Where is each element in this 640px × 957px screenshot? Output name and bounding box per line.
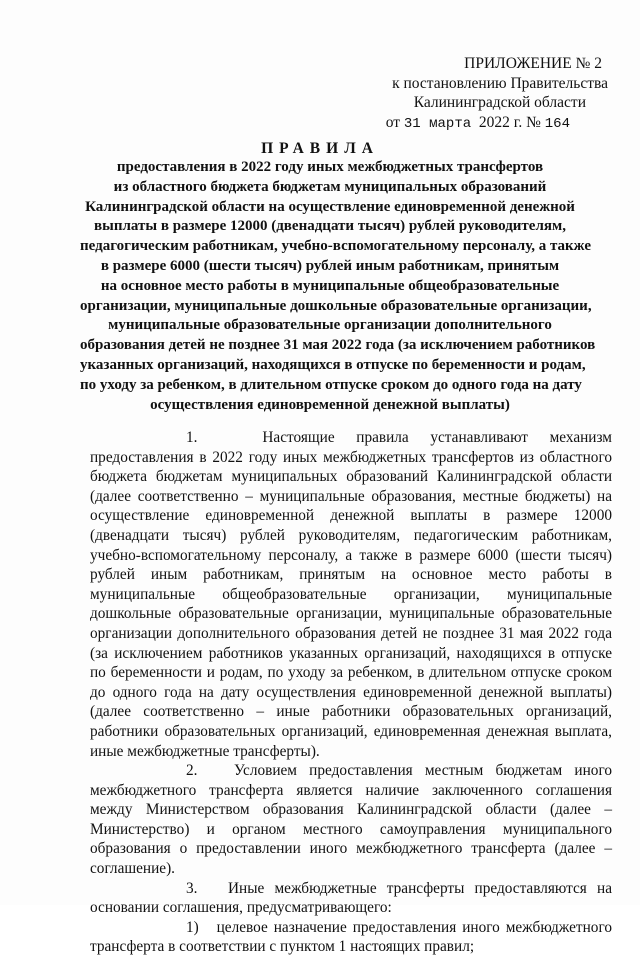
date-year: 2022 г. № [478,113,541,131]
document-subtitle [80,158,596,415]
subtitle-line: организации, муниципальные дошкольные образовательные организации, [80,297,592,314]
subtitle-line: Калининградской области на осуществление единовременной денежной [85,198,575,215]
paragraph-number: 3. [186,879,198,897]
paragraph [90,761,612,879]
paragraph-text: Настоящие правила устанавливают механизм предоставления в 2022 году иных межбюджетных трансфертов из областного бюджета бюджетам муниципальных образований Калининградской области (далее соответственно – муниципальные образования, местные бюджеты) на осуществление единовременной денежной выплаты в размере 12000 (двенадцати тысяч) рублей руководителям, педагогическим работникам, учебно-вспомогательному персоналу, а также в размере 6000 (шести тысяч) рублей иным работникам, принятым на основное место работы в муниципальные общеобразовательные организации, муниципальные дошкольные образовательные организации, муниципальные образовательные организации дополнительного образования детей не позднее 31 мая 2022 года (за исключением работников указанных организаций, находящихся в отпуске по беременности и родам, по уходу за ребенком, в длительном отпуске сроком до одного года на дату осуществления единовременной денежной выплаты) (далее соответственно – иные работники образовательных организаций, работники образовательных организаций, единовременная денежная выплата, иные межбюджетные трансферты). [90,429,612,760]
resolution-number: 164 [544,115,570,132]
appendix-header [360,54,620,134]
appendix-resolution: к постановлению Правительства [392,74,608,92]
document-body [90,428,612,957]
subtitle-line: в размере 6000 (шести тысяч) рублей иным работникам, принятым [100,257,560,274]
paragraph-number: 1. [186,429,198,446]
paragraph-number: 1) [186,918,199,936]
paragraph-text: Условием предоставления местным бюджетам иного межбюджетного трансферта является наличие заключенного соглашения между Министерством образования Калининградской области (далее – Министерство) и органом местного самоуправления муниципального образования о предоставлении иного межбюджетного трансферта (далее – соглашение). [90,762,612,878]
paragraph-number: 2. [186,762,198,780]
subtitle-line: из областного бюджета бюджетам муниципальных образований [113,178,547,195]
subtitle-line: образования детей не позднее 31 мая 2022 года (за исключением работников [80,337,596,354]
subtitle-line: муниципальные образовательные организации дополнительного [108,317,552,334]
subtitle-line: педагогическим работникам, учебно-вспомогательному персоналу, а также [80,238,591,255]
subtitle-line: на основное место работы в муниципальные общеобразовательные [100,277,560,294]
appendix-government: Калининградской области [413,94,586,111]
document-title: ПРАВИЛА [261,140,379,157]
subtitle-line: осуществления единовременной денежной выплаты) [150,396,510,413]
date-typed: 31 марта [403,115,472,132]
subtitle-line: выплаты в размере 12000 (двенадцати тысяч) рублей руководителям, [94,218,566,235]
paragraph [90,918,612,957]
date-prefix: от [385,113,401,131]
subtitle-line: по уходу за ребенком, в длительном отпуске сроком до одного года на дату [80,376,582,393]
subtitle-line: указанных организаций, находящихся в отпуске по беременности и родам, [80,356,586,373]
appendix-date-line [360,113,620,135]
paragraph-text: целевое назначение предоставления иного межбюджетного трансферта в соответствии с пунктом 1 настоящих правил; [90,918,612,956]
appendix-title: ПРИЛОЖЕНИЕ № 2 [464,55,602,72]
paragraph [90,879,612,918]
paragraph [90,428,612,761]
subtitle-line: предоставления в 2022 году иных межбюджетных трансфертов [116,159,544,175]
paragraph-text: Иные межбюджетные трансферты предоставляются на основании соглашения, предусматривающего: [90,879,612,917]
